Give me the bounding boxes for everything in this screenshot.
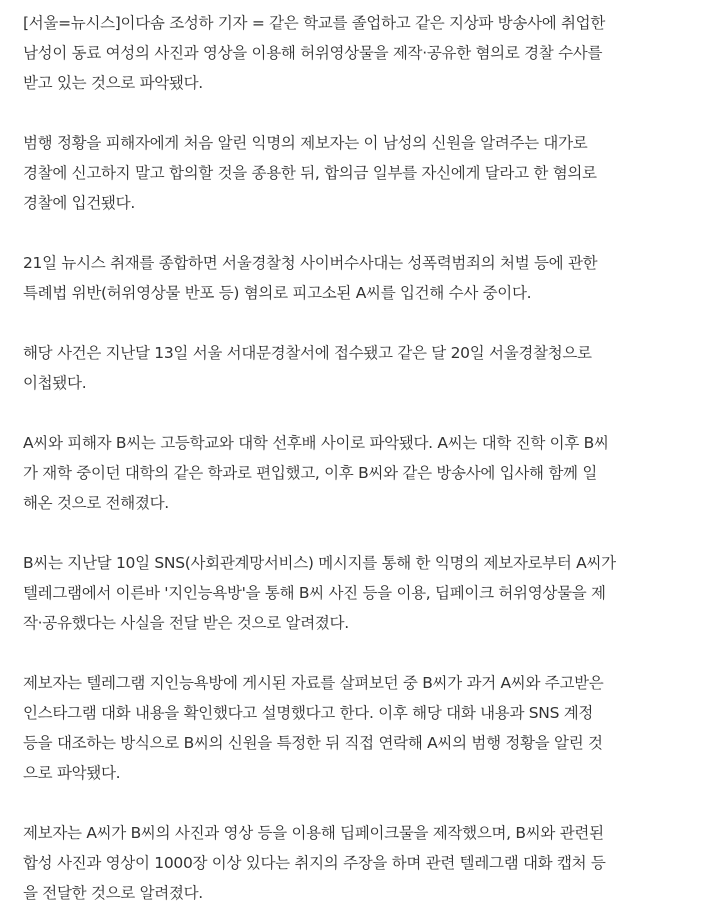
paragraph xyxy=(23,128,697,218)
paragraph xyxy=(23,548,697,638)
text-line: 인스타그램 대화 내용을 확인했다고 설명했다고 한다. 이후 해당 대화 내용과 SNS 계정 xyxy=(23,704,594,722)
paragraph xyxy=(23,428,697,518)
text-line: 범행 정황을 피해자에게 처음 알린 익명의 제보자는 이 남성의 신원을 알려주는 대가로 xyxy=(23,134,588,152)
text-line: 등을 대조하는 방식으로 B씨의 신원을 특정한 뒤 직접 연락해 A씨의 범행 정황을 알린 것 xyxy=(23,734,603,752)
text-line: 합성 사진과 영상이 1000장 이상 있다는 취지의 주장을 하며 관련 텔레그램 대화 캡처 등 xyxy=(23,854,606,872)
text-line: 가 재학 중이던 대학의 같은 학과로 편입했고, 이후 B씨와 같은 방송사에 입사해 함께 일 xyxy=(23,464,597,482)
text-line: 이첩됐다. xyxy=(23,374,87,392)
text-line: 경찰에 신고하지 말고 합의할 것을 종용한 뒤, 합의금 일부를 자신에게 달라고 한 혐의로 xyxy=(23,164,597,182)
text-line: 해온 것으로 전해졌다. xyxy=(23,494,169,512)
text-line: [서울=뉴시스]이다솜 조성하 기자 = 같은 학교를 졸업하고 같은 지상파 방송사에 취업한 xyxy=(23,14,606,32)
text-line: 을 전달한 것으로 알려졌다. xyxy=(23,884,203,902)
text-line: 해당 사건은 지난달 13일 서울 서대문경찰서에 접수됐고 같은 달 20일 서울경찰청으로 xyxy=(23,344,592,362)
paragraph xyxy=(23,8,697,98)
text-line: B씨는 지난달 10일 SNS(사회관계망서비스) 메시지를 통해 한 익명의 제보자로부터 A씨가 xyxy=(23,554,616,572)
text-line: 남성이 동료 여성의 사진과 영상을 이용해 허위영상물을 제작·공유한 혐의로 경찰 수사를 xyxy=(23,44,603,62)
text-line: 경찰에 입건됐다. xyxy=(23,194,135,212)
text-line: 으로 파악됐다. xyxy=(23,764,121,782)
paragraph xyxy=(23,248,697,308)
text-line: 특례법 위반(허위영상물 반포 등) 혐의로 피고소된 A씨를 입건해 수사 중이다. xyxy=(23,284,532,302)
text-line: 21일 뉴시스 취재를 종합하면 서울경찰청 사이버수사대는 성폭력범죄의 처벌 등에 관한 xyxy=(23,254,598,272)
text-line: 작·공유했다는 사실을 전달 받은 것으로 알려졌다. xyxy=(23,614,349,632)
paragraph xyxy=(23,668,697,788)
text-line: 받고 있는 것으로 파악됐다. xyxy=(23,74,203,92)
text-line: 제보자는 텔레그램 지인능욕방에 게시된 자료를 살펴보던 중 B씨가 과거 A씨와 주고받은 xyxy=(23,674,604,692)
text-line: A씨와 피해자 B씨는 고등학교와 대학 선후배 사이로 파악됐다. A씨는 대학 진학 이후 B씨 xyxy=(23,434,609,452)
text-line: 텔레그램에서 이른바 '지인능욕방'을 통해 B씨 사진 등을 이용, 딥페이크 허위영상물을 제 xyxy=(23,584,606,602)
paragraph xyxy=(23,338,697,398)
text-line: 제보자는 A씨가 B씨의 사진과 영상 등을 이용해 딥페이크물을 제작했으며, B씨와 관련된 xyxy=(23,824,604,842)
paragraph xyxy=(23,818,697,908)
